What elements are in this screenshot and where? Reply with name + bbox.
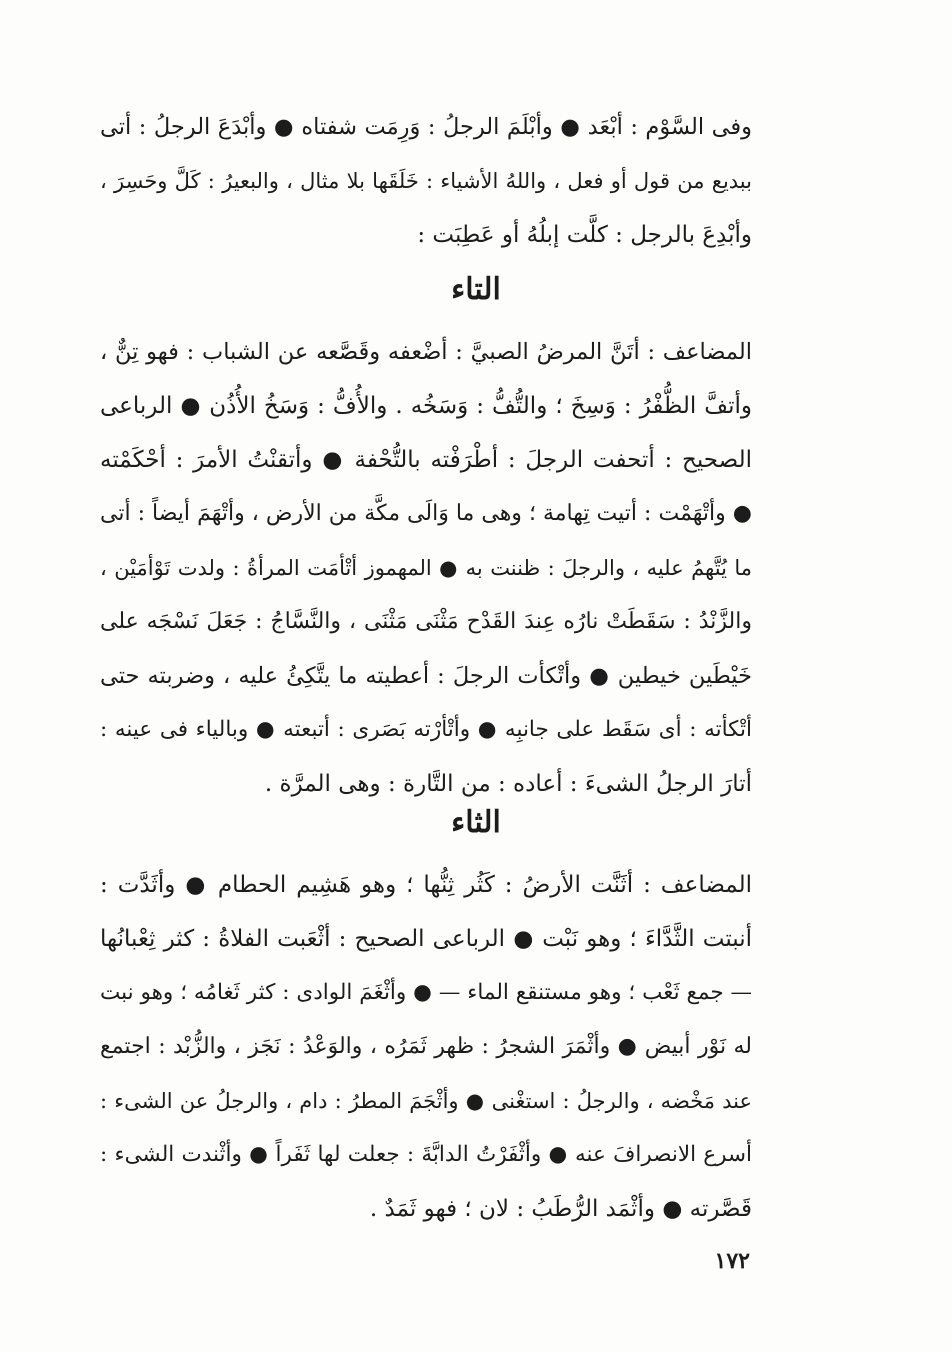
text-line: — جمع ثَعْب ؛ وهو مستنقع الماء — ● وأثْغَمَ الوادى : كثر ثَغامُه ؛ وهو نبت [100, 980, 752, 1005]
section-heading-taa: التاء [451, 272, 501, 307]
text-line: قَصَّرته ● وأثْمَد الرُّطَبُ : لان ؛ فهو ثَمَدٌ . [369, 1196, 752, 1222]
text-line: ● وأتْهَمْت : أتيت تِهامة ؛ وهى ما وَالَى مكَّة من الأرض ، وأتْهَمَ أيضاً : أتى [100, 501, 752, 526]
paragraph-taa [100, 325, 752, 811]
text-line: أنبتت الثَّدَّاءَ ؛ وهو نَبْت ● الرباعى الصحيح : أثْعَبت الفلاةُ : كثر ثِعْبانُها [100, 926, 752, 952]
text-line: أتْكأته : أى سَقَط على جانبِه ● وأتْأرْته بَصَرى : أتبعته ● وبالياء فى عينه : [100, 717, 752, 742]
text-line: له نَوْر أبيض ● وأثْمَرَ الشجرُ : ظهر ثَمَرُه ، والوَعْدُ : نَجَز ، والزُّبْد : اجتمع [100, 1034, 752, 1059]
text-line: وأبْدِعَ بالرجل : كلَّت إبلُهُ أو عَطِبَت : [417, 222, 752, 248]
text-line: أتارَ الرجلُ الشىءَ : أعاده : من التَّارة : وهى المرَّة . [264, 771, 752, 797]
text-line: عند مَخْضه ، والرجلُ : استغْنى ● وأثْجَمَ المطرُ : دام ، والرجلُ عن الشىء : [100, 1089, 752, 1113]
text-line: وأتفَّ الظُّفْرُ : وَسِخَ ؛ والتُّفُّ : وَسَخُه . والأُفُّ : وَسَخُ الأُذُن ● الرباعى [100, 393, 752, 419]
text-line: المضاعف : أثَنَّت الأرضُ : كَثُر ثِنُّها ؛ وهو هَشِيم الحطام ● وأثَدَّت : [100, 872, 752, 898]
paragraph-continuation [100, 100, 752, 262]
text-line: ما يُتَّهمُ عليه ، والرجلَ : ظننت به ● المهموز أتْأمَت المرأةُ : ولدت تَوْأمَيْن ، [100, 556, 752, 580]
text-line: أسرع الانصرافَ عنه ● وأثْفَرْتُ الدابَّةَ : جعلت لها ثَفَراً ● وأثْندت الشىء : [100, 1142, 752, 1167]
text-line: وفى السَّوْم : أبْعَد ● وأبْلَمَ الرجلُ : وَرِمَت شفتاه ● وأبْدَعَ الرجلُ : أتى [100, 114, 752, 140]
section-heading-thaa: الثاء [451, 805, 501, 840]
text-line: المضاعف : أتَنَّ المرضُ الصبيَّ : أضْعفه وقَصَّعه عن الشباب : فهو تِنٌّ ، [100, 339, 752, 365]
text-line: ببديع من قول أو فعل ، واللهُ الأشياء : خَلَقَها بلا مثال ، والبعيرُ : كَلَّ وحَسِرَ ، [100, 169, 752, 193]
paragraph-thaa [100, 858, 752, 1236]
text-line: خَيْطَين خيطين ● وأتْكأت الرجلَ : أعطيته ما يتَّكِئُ عليه ، وضربته حتى [100, 663, 752, 689]
text-line: الصحيح : أتحفت الرجلَ : أطْرَفْته بالتُّحْفة ● وأتقنْتُ الأمرَ : أحْكَمْته [100, 447, 752, 473]
text-line: والزَّنْدُ : سَقَطَتْ نارُه عِندَ القَدْح مَثْنَى مَثْنَى ، والنَّسَّاجُ : جَعَلَ نَسْجَه على [100, 609, 752, 634]
page-number: ١٧٢ [714, 1248, 750, 1274]
